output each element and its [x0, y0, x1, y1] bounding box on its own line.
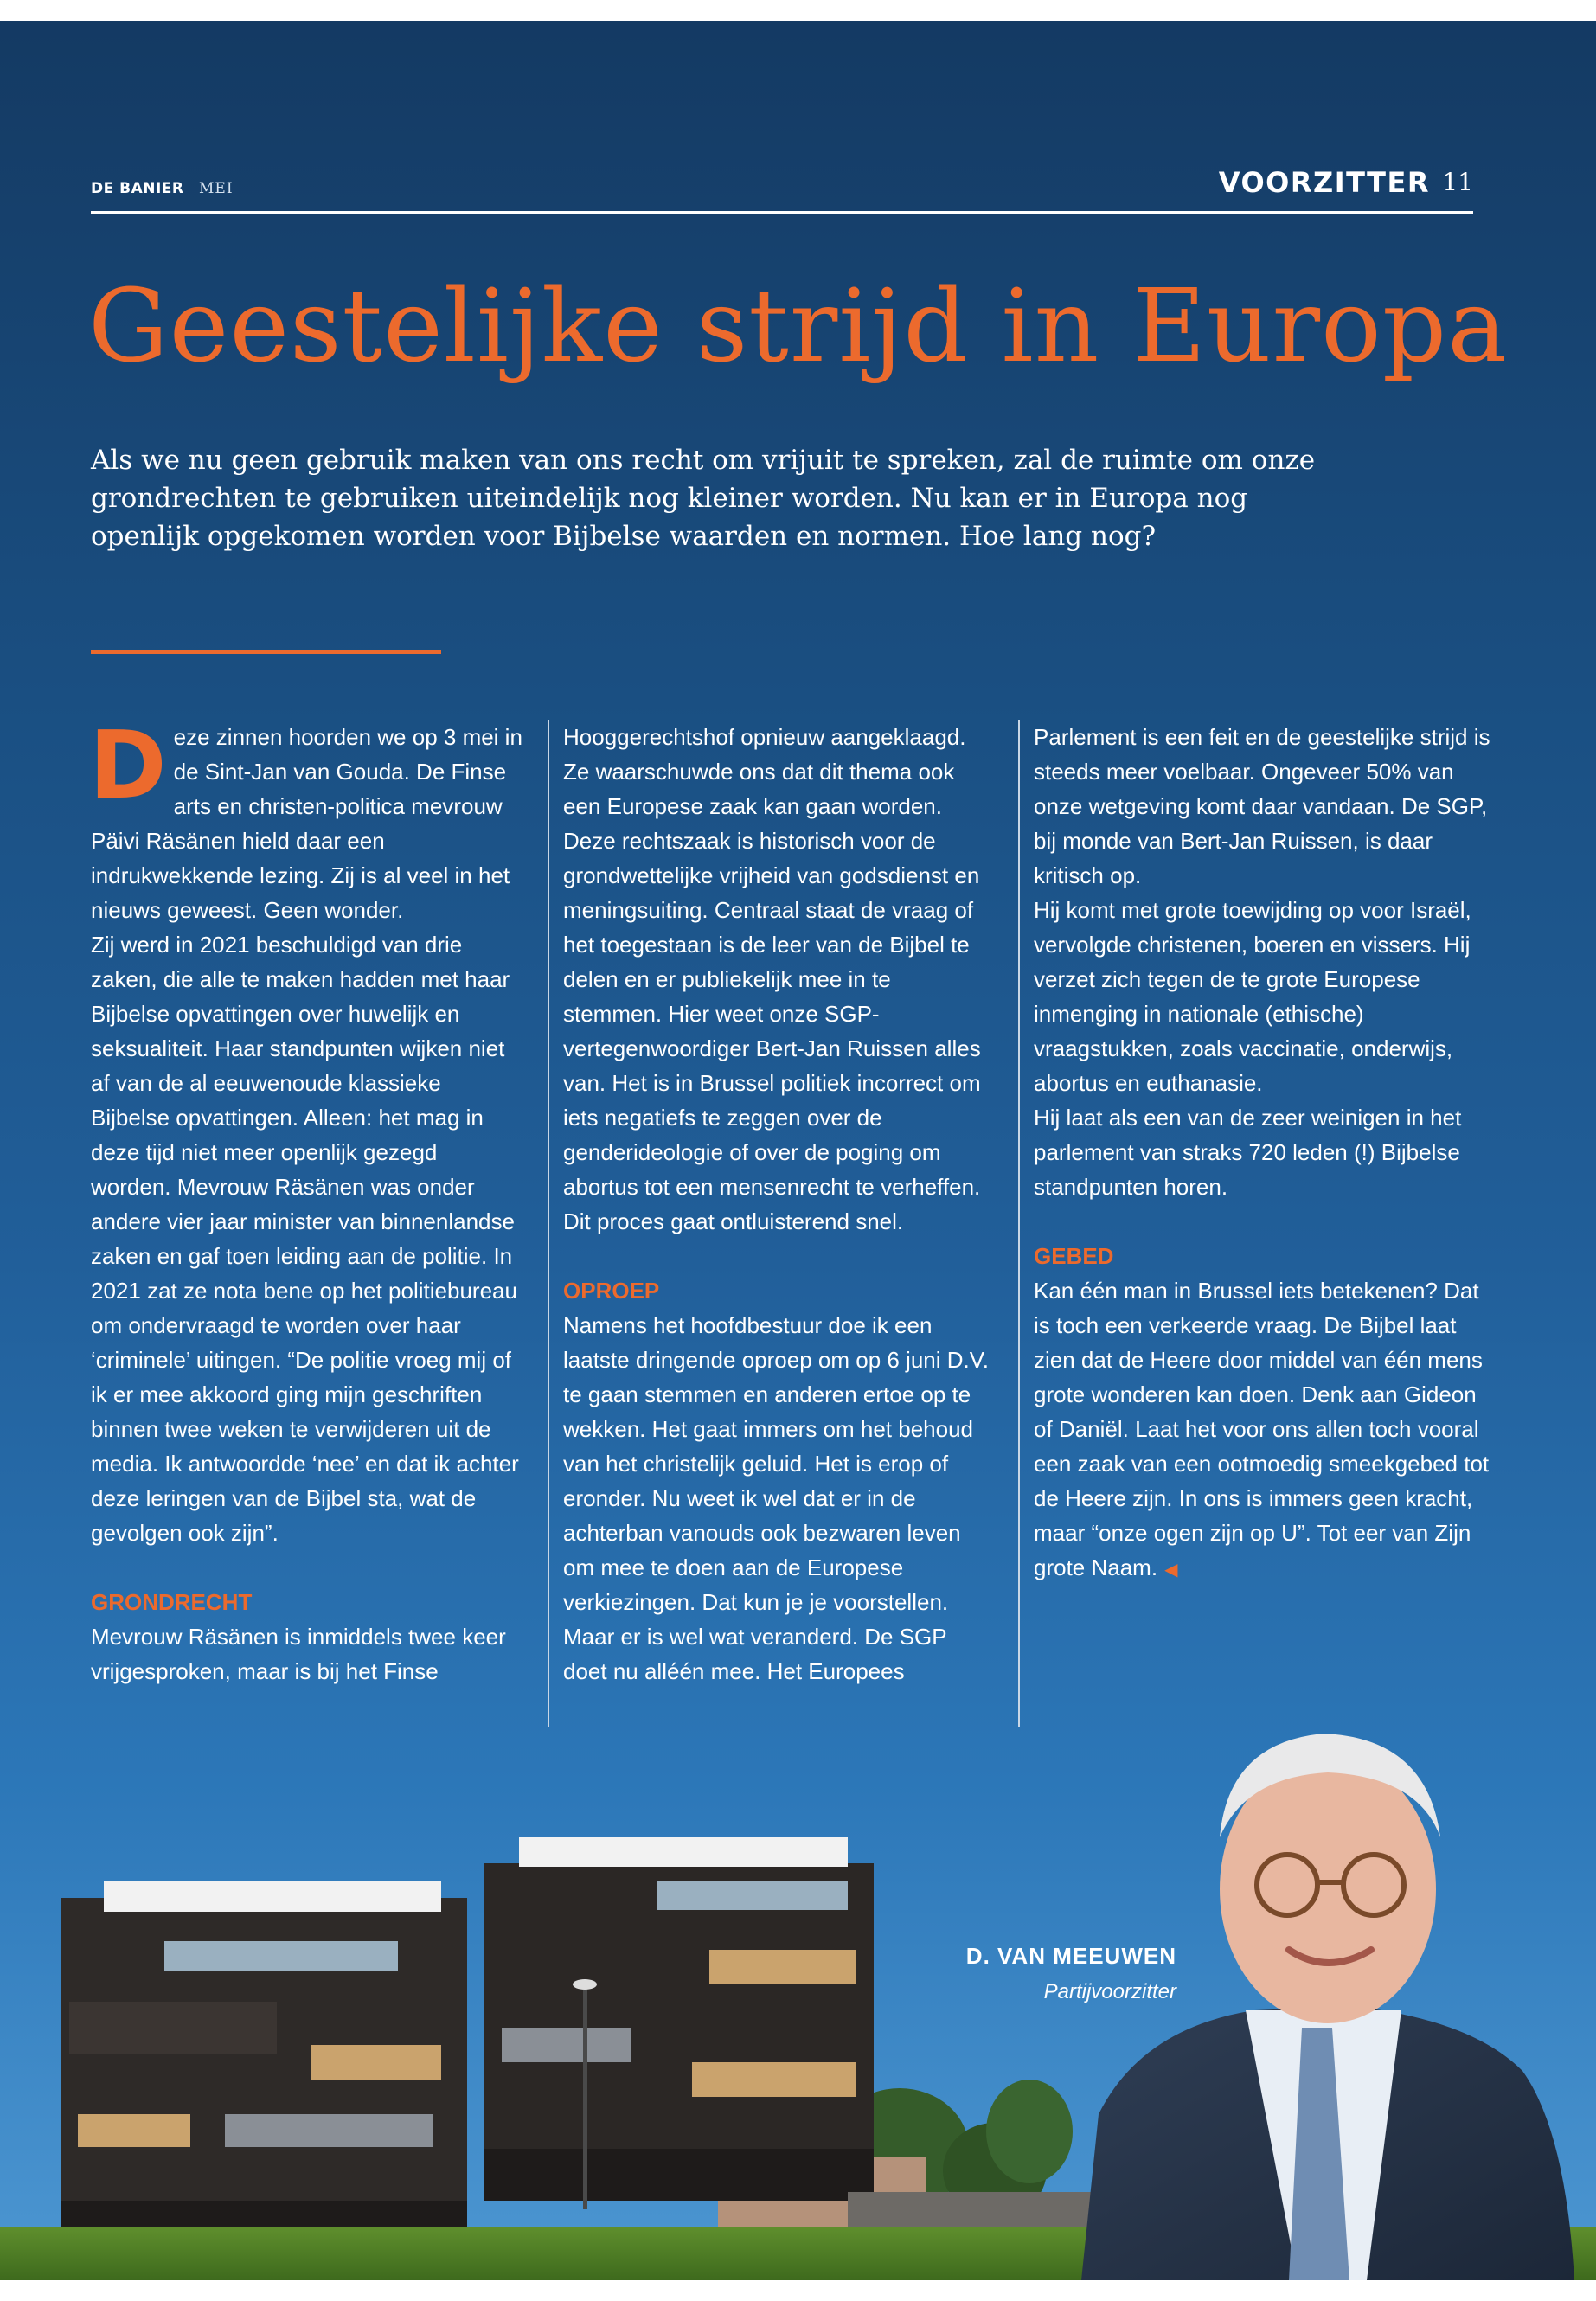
section-label: VOORZITTER: [1218, 166, 1430, 199]
body-paragraph: Mevrouw Räsänen is inmiddels twee keer vrijgesproken, maar is bij het Finse: [91, 1624, 506, 1684]
subheading-oproep: OPROEP: [563, 1278, 660, 1304]
divider-rule: [91, 650, 441, 654]
body-paragraph: Kan één man in Brussel iets betekenen? Dat is toch een verkeerde vraag. De Bijbel laat zien dat de Heere door middel van één mens grote wonderen kan doen. Denk aan Gideon of Daniël. Laat het voor ons allen toch vooral een zaak van een ootmoedig smeekgebed tot de Heere zijn. In ons is immers geen kracht, maar “onze ogen zijn op U”. Tot eer van Zijn grote Naam. ◀: [1034, 1278, 1490, 1580]
body-paragraph: Parlement is een feit en de geestelijke strijd is steeds meer voelbaar. Ongeveer 50% van onze wetgeving komt daar vandaan. De SGP, bij monde van Bert-Jan Ruissen, is daar kritisch op.: [1034, 724, 1490, 888]
body-paragraph: Namens het hoofdbestuur doe ik een laatste dringende oproep om op 6 juni D.V. te gaan stemmen en anderen ertoe op te wekken. Het gaat immers om het behoud van het christelijk geluid. Het is erop of eronder. Nu weet ik wel dat er in de achterban vanouds ook bezwaren leven om mee te doen aan de Europese verkiezingen. Dat kun je je voorstellen. Maar er is wel wat veranderd. De SGP doet nu alléén mee. Het Europees: [563, 1312, 989, 1684]
text-column-3: [1018, 720, 1492, 1727]
subheading-gebed: GEBED: [1034, 1243, 1114, 1269]
office-building-right: [484, 1837, 874, 2201]
lead-paragraph: Deze zinnen hoorden we op 3 mei in de Sint-Jan van Gouda. De Finse arts en christen-politica mevrouw Päivi Räsänen hield daar een indrukwekkende lezing. Zij is al veel in het nieuws geweest. Geen wonder.: [89, 712, 522, 923]
magazine-page: [0, 21, 1596, 2280]
body-paragraph: Hooggerechtshof opnieuw aangeklaagd. Ze waarschuwde ons dat dit thema ook een Europese zaak kan gaan worden. Deze rechtszaak is historisch voor de grondwettelijke vrijheid van godsdienst en meningsuiting. Centraal staat de vraag of het toegestaan is de leer van de Bijbel te delen en er publiekelijk mee in te stemmen. Hier weet onze SGP-vertegenwoordiger Bert-Jan Ruissen alles van. Het is in Brussel politiek incorrect om iets negatiefs te zeggen over de genderideologie of over de poging om abortus tot een mensenrecht te verheffen. Dit proces gaat ontluisterend snel.: [563, 724, 981, 1234]
article-intro: Als we nu geen gebruik maken van ons recht om vrijuit te spreken, zal de ruimte om onze grondrechten te gebruiken uiteindelijk nog kleiner worden. Nu kan er in Europa nog openlijk opgekomen worden voor Bijbelse waarden en normen. Hoe lang nog?: [91, 445, 1316, 552]
text-column-2: [548, 720, 996, 1727]
caption-role: Partijvoorzitter: [1043, 1980, 1176, 2003]
text-column-1: [89, 712, 523, 1727]
portrait-d-van-meeuwen: [1081, 1734, 1574, 2280]
end-of-article-icon: ◀: [1164, 1561, 1178, 1580]
page-number: 11: [1442, 168, 1473, 196]
magazine-name: DE BANIER: [91, 180, 184, 197]
issue-month: MEI: [199, 180, 234, 197]
photo-illustration: [0, 1664, 1596, 2280]
body-paragraph: Zij werd in 2021 beschuldigd van drie zaken, die alle te maken hadden met haar Bijbelse opvattingen over huwelijk en seksualiteit. Haar standpunten wijken niet af van de al eeuwenoude klassieke Bijbelse opvattingen. Alleen: het mag in deze tijd niet meer openlijk gezegd worden. Mevrouw Räsänen was onder andere vier jaar minister van binnenlandse zaken en gaf toen leiding aan de politie. In 2021 zat ze nota bene op het politiebureau om ondervraagd te worden over haar ‘criminele’ uitingen. “De politie vroeg mij of ik er mee akkoord ging mijn geschriften binnen twee weken te verwijderen uit de media. Ik antwoordde ‘nee’ en dat ik achter deze leringen van de Bijbel sta, wat de gevolgen ook zijn”.: [91, 932, 519, 1546]
body-paragraph: Hij komt met grote toewijding op voor Israël, vervolgde christenen, boeren en vissers. Hij verzet zich tegen de te grote Europese inmenging in nationale (ethische) vraagstukken, zoals vaccinatie, onderwijs, abortus en euthanasie.: [1034, 897, 1471, 1096]
body-paragraph: Hij laat als een van de zeer weinigen in het parlement van straks 720 leden (!) Bijbelse standpunten horen.: [1034, 1105, 1462, 1200]
subheading-grondrecht: GRONDRECHT: [91, 1589, 253, 1615]
article-title: Geestelijke strijd in Europa: [88, 268, 1509, 385]
caption-name: D. VAN MEEUWEN: [965, 1943, 1176, 1969]
drop-cap: D: [89, 712, 167, 820]
office-building-left: [61, 1881, 467, 2235]
lamp-post: [583, 1984, 587, 2209]
running-header: [91, 166, 1473, 214]
